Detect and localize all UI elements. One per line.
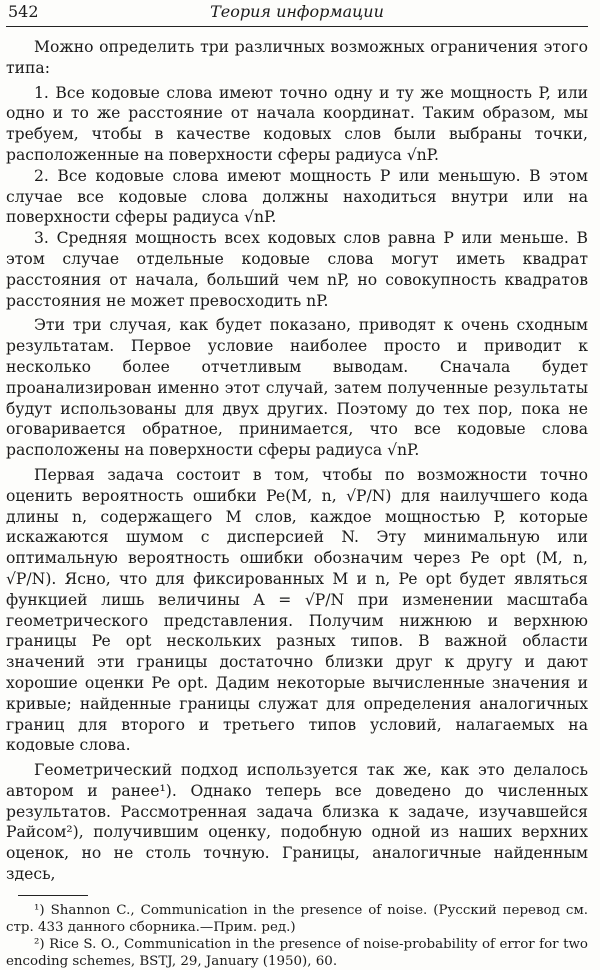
paragraph-geometric: Геометрический подход используется так же, как это делалось автором и ранее¹). Однако теперь все доведено до численных результатов. Рассмотренная задача близка к задаче, изучавшейся Райсом²), получившим оценку, подобную одной из наших верхних оценок, но не столь точную. Границы, аналогичные найденным здесь, — [6, 761, 588, 884]
page-number: 542 — [8, 2, 39, 21]
running-title: Теория информации — [210, 2, 384, 21]
paragraph-condition-3: 3. Средняя мощность всех кодовых слов равна P или меньше. В этом случае отдельные кодовые слова могут иметь квадрат расстояния от начала, больший чем nP, но совокупность квадратов расстояния не может превосходить nP. — [6, 229, 588, 310]
footnotes — [6, 902, 588, 970]
paragraph-cases: Эти три случая, как будет показано, приводят к очень сходным результатам. Первое условие наиболее просто и приводит к несколько более отчетливым выводам. Сначала будет проанализирован именно этот случай, затем полученные результаты будут использованы для двух других. Поэтому до тех пор, пока не оговаривается обратное, принимается, что все кодовые слова расположены на поверхности сферы радиуса √nP. — [6, 316, 588, 460]
footnote-1: ¹) Shannon C., Communication in the presence of noise. (Русский перевод см. стр. 433 данного сборника.—Прим. ред.) — [6, 902, 588, 935]
page-header — [6, 0, 588, 27]
paragraph-intro: Можно определить три различных возможных ограничения этого типа: — [6, 38, 588, 77]
footnote-2: ²) Rice S. O., Communication in the presence of noise-probability of error for two encoding schemes, BSTJ, 29, January (1950), 60. — [6, 936, 588, 969]
main-text — [6, 37, 588, 885]
footnote-rule — [18, 895, 88, 896]
paragraph-condition-1: 1. Все кодовые слова имеют точно одну и ту же мощность P, или одно и то же расстояние от начала координат. Таким образом, мы требуем, чтобы в качестве кодовых слов были выбраны точки, расположенные на поверхности сферы радиуса √nP. — [6, 83, 588, 164]
paragraph-condition-2: 2. Все кодовые слова имеют мощность P или меньшую. В этом случае все кодовые слова должны находиться внутри или на поверхности сферы радиуса √nP. — [6, 166, 588, 227]
paragraph-first-task: Первая задача состоит в том, чтобы по возможности точно оценить вероятность ошибки Pe(M, n, √P/N) для наилучшего кода длины n, содержащего M слов, каждое мощностью P, которые искажаются шумом с дисперсией N. Эту минимальную или оптимальную вероятность ошибки обозначим через Pe opt (M, n, √P/N). Ясно, что для фиксированных M и n, Pe opt будет являться функцией лишь величины A = √P/N при изменении масштаба геометрического представления. Получим нижнюю и верхнюю границы Pe opt нескольких разных типов. В важной области значений эти границы достаточно близки друг к другу и дают хорошие оценки Pe opt. Дадим некоторые вычисленные значения и кривые; найденные границы служат для определения аналогичных границ для второго и третьего типов условий, налагаемых на кодовые слова. — [6, 465, 588, 755]
